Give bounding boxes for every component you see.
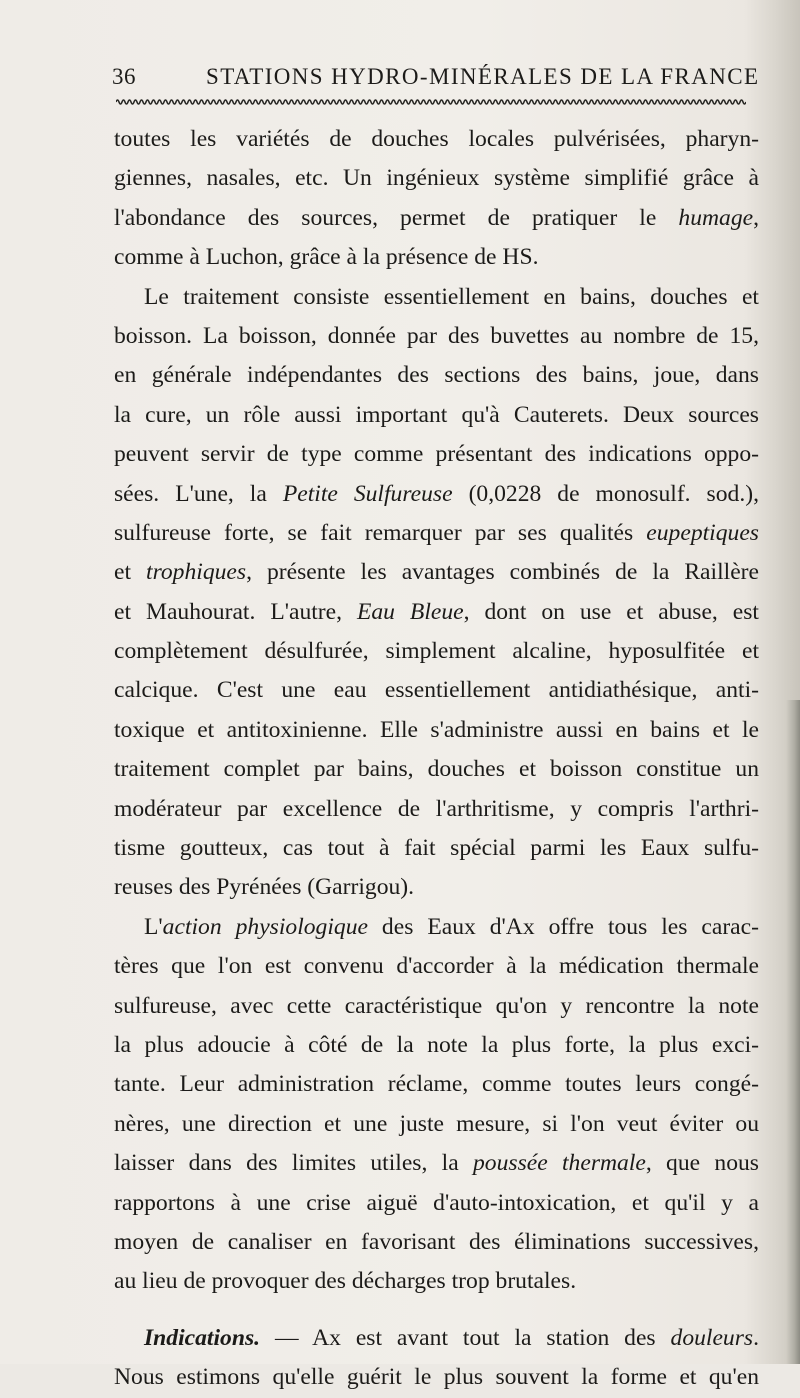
body-text — [114, 120, 759, 1398]
text-line: peuvent servir de type comme présentant des indications oppo- — [114, 441, 759, 468]
text-line: toutes les variétés de douches locales pulvérisées, pharyn- — [114, 126, 759, 152]
text-line: sulfureuse forte, se fait remarquer par ses qualités eupeptiques — [114, 519, 759, 546]
text-line: reuses des Pyrénées (Garrigou). — [114, 874, 415, 901]
page-number: 36 — [112, 64, 136, 89]
text-line: tisme goutteux, cas tout à fait spécial parmi les Eaux sulfu- — [114, 835, 759, 862]
paragraph-gap — [114, 1302, 759, 1319]
text-line: boisson. La boisson, donnée par des buvettes au nombre de 15, — [114, 322, 759, 349]
text-line: Nous estimons qu'elle guérit le plus souvent la forme et qu'en — [114, 1364, 759, 1391]
text-line: nères, une direction et une juste mesure, si l'on veut éviter ou — [114, 1110, 759, 1137]
text-line: la plus adoucie à côté de la note la plus forte, la plus exci- — [114, 1031, 759, 1058]
italic-term: Petite Sulfureuse — [282, 480, 453, 507]
text-line: l'abondance des sources, permet de pratiquer le humage, — [114, 204, 759, 231]
text-line: Indications. — Ax est avant tout la station des douleurs. — [144, 1324, 759, 1351]
text-line: Le traitement consiste essentiellement en bains, douches et — [144, 283, 759, 310]
italic-term: eupeptiques — [646, 519, 759, 546]
text-line: et trophiques, présente les avantages combinés de la Raillère — [114, 559, 759, 586]
text-line: en générale indépendantes des sections des bains, joue, dans — [114, 362, 759, 389]
text-line: calcique. C'est une eau essentiellement antidiathésique, anti- — [114, 677, 759, 704]
text-line: sées. L'une, la Petite Sulfureuse (0,0228 de monosulf. sod.), — [114, 480, 759, 507]
page-edge-shadow — [786, 700, 800, 1364]
text-line: modérateur par excellence de l'arthritisme, y compris l'arthri- — [114, 795, 759, 822]
italic-term: humage — [678, 204, 754, 231]
italic-term: action physiologique — [162, 913, 368, 940]
text-line: comme à Luchon, grâce à la présence de HS. — [114, 244, 539, 271]
text-line: L'action physiologique des Eaux d'Ax offre tous les carac- — [144, 913, 759, 940]
text-line: complètement désulfurée, simplement alcaline, hyposulfitée et — [114, 638, 759, 665]
text-line: la cure, un rôle aussi important qu'à Cauterets. Deux sources — [114, 401, 759, 428]
text-line: tères que l'on est convenu d'accorder à la médication thermale — [114, 953, 759, 980]
text-line: sulfureuse, avec cette caractéristique qu'on y rencontre la note — [114, 992, 759, 1019]
text-line: moyen de canaliser en favorisant des éliminations successives, — [114, 1228, 759, 1255]
text-line: giennes, nasales, etc. Un ingénieux système simplifié grâce à — [114, 165, 759, 192]
italic-term: douleurs — [670, 1324, 754, 1351]
text-line: laisser dans des limites utiles, la poussée thermale, que nous — [114, 1150, 759, 1177]
running-title: STATIONS HYDRO-MINÉRALES DE LA FRANCE — [206, 64, 760, 89]
italic-term: Eau Bleue — [356, 598, 464, 625]
page-header — [112, 60, 760, 94]
italic-term: trophiques — [146, 559, 247, 586]
ornamental-wavy-rule — [116, 97, 746, 107]
italic-term: poussée thermale — [473, 1150, 646, 1177]
text-line: toxique et antitoxinienne. Elle s'administre aussi en bains et le — [114, 716, 759, 743]
text-line: rapportons à une crise aiguë d'auto-intoxication, et qu'il y a — [114, 1189, 759, 1216]
section-heading: Indications. — [144, 1324, 261, 1351]
text-line: et Mauhourat. L'autre, Eau Bleue, dont on use et abuse, est — [114, 598, 759, 625]
text-line: tante. Leur administration réclame, comme toutes leurs congé- — [114, 1071, 759, 1098]
text-line: traitement complet par bains, douches et boisson constitue un — [114, 756, 759, 783]
text-line: au lieu de provoquer des décharges trop brutales. — [114, 1268, 577, 1295]
